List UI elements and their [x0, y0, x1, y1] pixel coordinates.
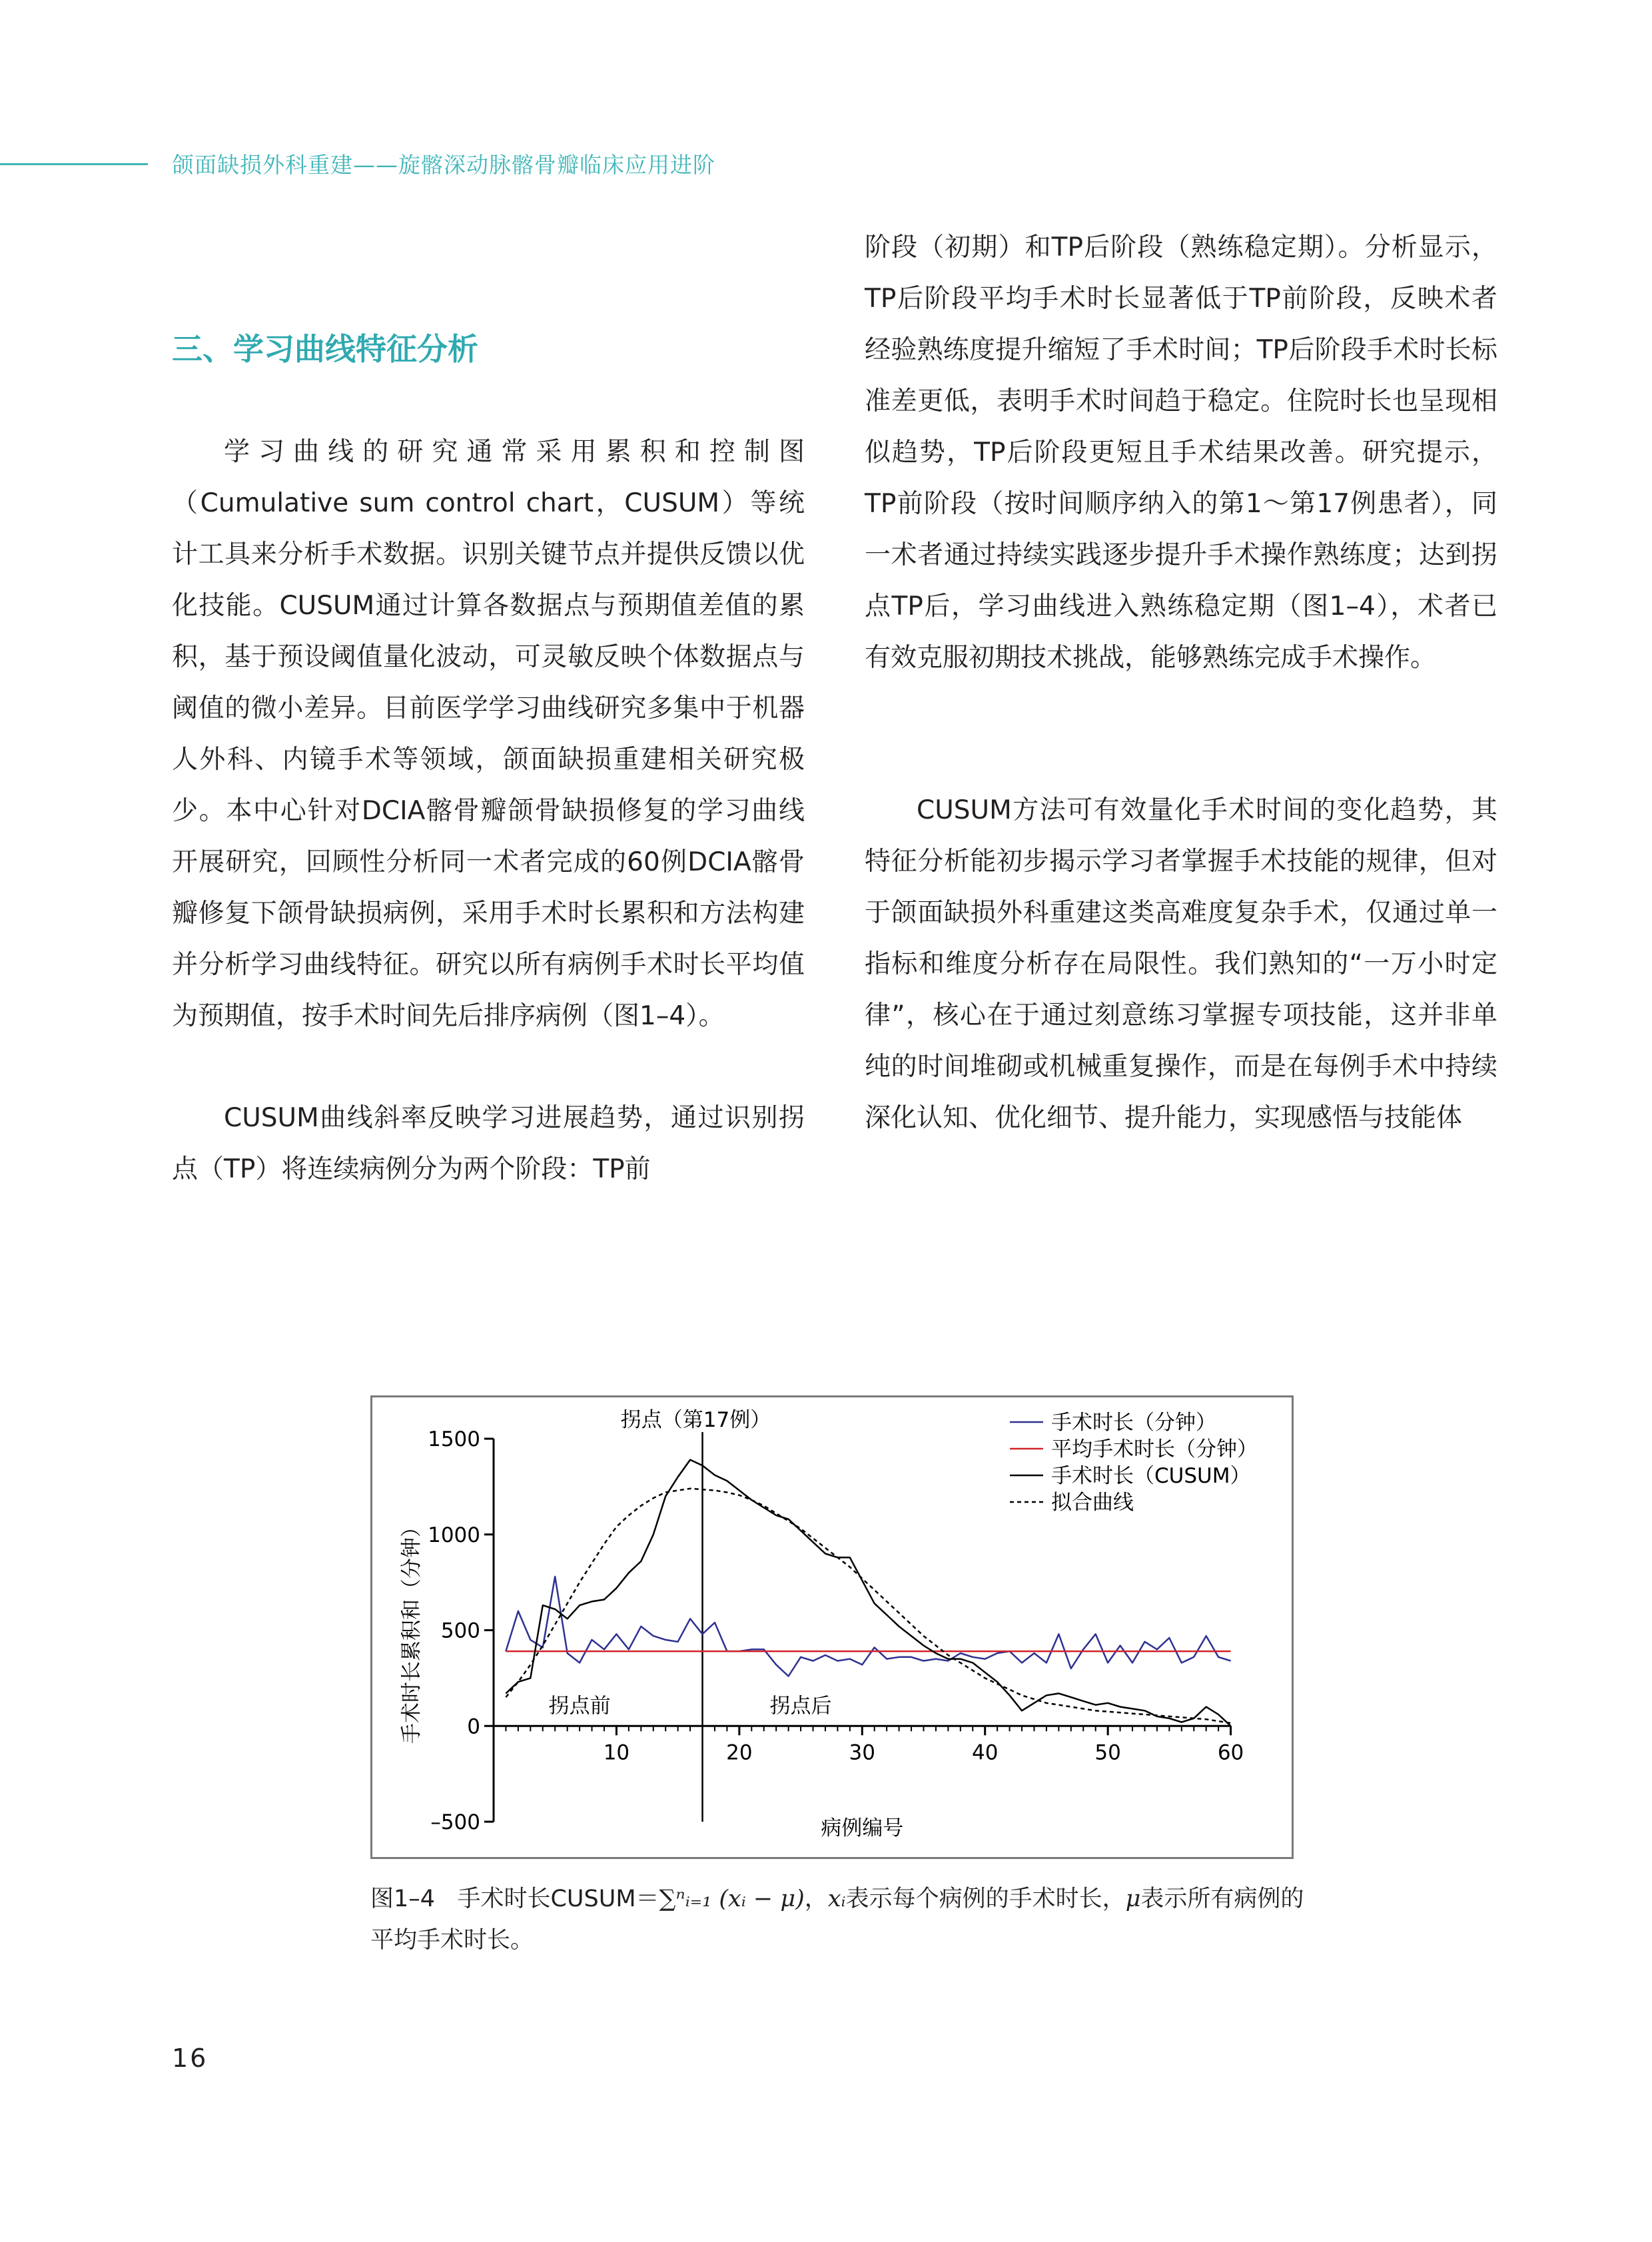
caption-label: 图1–4	[370, 1886, 436, 1912]
caption-text-c: 表示每个病例的手术时长，	[845, 1886, 1126, 1912]
turning-point-label: 拐点（第17例）	[620, 1408, 771, 1432]
caption-xi: xᵢ	[827, 1886, 846, 1912]
page-number: 16	[172, 2044, 208, 2073]
paragraph-2: CUSUM曲线斜率反映学习进展趋势，通过识别拐点（TP）将连续病例分为两个阶段：TP前	[172, 1103, 805, 1184]
cusum-chart	[370, 1395, 1294, 1859]
y-tick-label: 500	[440, 1619, 480, 1643]
x-tick-label: 50	[1094, 1740, 1121, 1765]
running-header: 颌面缺损外科重建——旋髂深动脉髂骨瓣临床应用进阶	[172, 152, 715, 178]
y-tick-label: 0	[467, 1714, 480, 1739]
x-tick-label: 40	[971, 1740, 999, 1765]
legend-label: 拟合曲线	[1051, 1491, 1134, 1515]
header-rule	[0, 163, 148, 165]
legend-label: 手术时长（CUSUM）	[1051, 1464, 1251, 1488]
figure-caption	[370, 1878, 1316, 1961]
series-line-4	[506, 1489, 1230, 1723]
y-tick-label: 1000	[428, 1523, 480, 1547]
chart-legend	[1010, 1411, 1258, 1515]
paragraph-3: 阶段（初期）和TP后阶段（熟练稳定期）。分析显示，TP后阶段平均手术时长显著低于TP前阶段，反映术者经验熟练度提升缩短了手术时间；TP后阶段手术时长标准差更低，表明手术时间趋于稳定。住院时长也呈现相似趋势，TP后阶段更短且手术结果改善。研究提示，TP前阶段（按时间顺序纳入的第1～第17例患者），同一术者通过持续实践逐步提升手术操作熟练度；达到拐点TP后，学习曲线进入熟练稳定期（图1–4），术者已有效克服初期技术挑战，能够熟练完成手术操作。	[865, 232, 1497, 673]
caption-text-a: 手术时长CUSUM＝	[457, 1886, 659, 1912]
section-heading: 三、学习曲线特征分析	[172, 331, 478, 367]
x-tick-label: 60	[1217, 1740, 1244, 1765]
paragraph-4: CUSUM方法可有效量化手术时间的变化趋势，其特征分析能初步揭示学习者掌握手术技能的规律，但对于颌面缺损外科重建这类高难度复杂手术，仅通过单一指标和维度分析存在局限性。我们熟知的“一万小时定律”，核心在于通过刻意练习掌握专项技能，这并非单纯的时间堆砌或机械重复操作，而是在每例手术中持续深化认知、优化细节、提升能力，实现感悟与技能体	[865, 795, 1497, 1133]
legend-label: 手术时长（分钟）	[1051, 1411, 1216, 1435]
y-axis-label: 手术时长累积和（分钟）	[400, 1517, 424, 1744]
before-tp-label: 拐点前	[548, 1694, 611, 1718]
x-axis-label: 病例编号	[821, 1816, 904, 1840]
y-tick-label: 1500	[428, 1427, 480, 1451]
caption-mu: μ	[1125, 1886, 1141, 1912]
x-tick-label: 20	[726, 1740, 753, 1765]
caption-text-d: 表示所有病例的平均手术时长。	[370, 1886, 1304, 1954]
y-tick-label: –500	[430, 1810, 480, 1834]
paragraph-1: 学习曲线的研究通常采用累积和控制图（Cumulative sum control chart，CUSUM）等统计工具来分析手术数据。识别关键节点并提供反馈以优化技能。CUSUM通过计算各数据点与预期值差值的累积，基于预设阈值量化波动，可灵敏反映个体数据点与阈值的微小差异。目前医学学习曲线研究多集中于机器人外科、内镜手术等领域，颌面缺损重建相关研究极少。本中心针对DCIA髂骨瓣颌骨缺损修复的学习曲线开展研究，回顾性分析同一术者完成的60例DCIA髂骨瓣修复下颌骨缺损病例，采用手术时长累积和方法构建并分析学习曲线特征。研究以所有病例手术时长平均值为预期值，按手术时间先后排序病例（图1–4）。	[172, 437, 805, 1031]
after-tp-label: 拐点后	[769, 1694, 832, 1718]
x-tick-label: 10	[603, 1740, 630, 1765]
x-tick-label: 30	[849, 1740, 876, 1765]
legend-label: 平均手术时长（分钟）	[1051, 1437, 1258, 1461]
caption-formula: ∑ⁿᵢ₌₁ (xᵢ − μ)	[659, 1886, 805, 1912]
caption-text-b: ，	[804, 1886, 828, 1912]
